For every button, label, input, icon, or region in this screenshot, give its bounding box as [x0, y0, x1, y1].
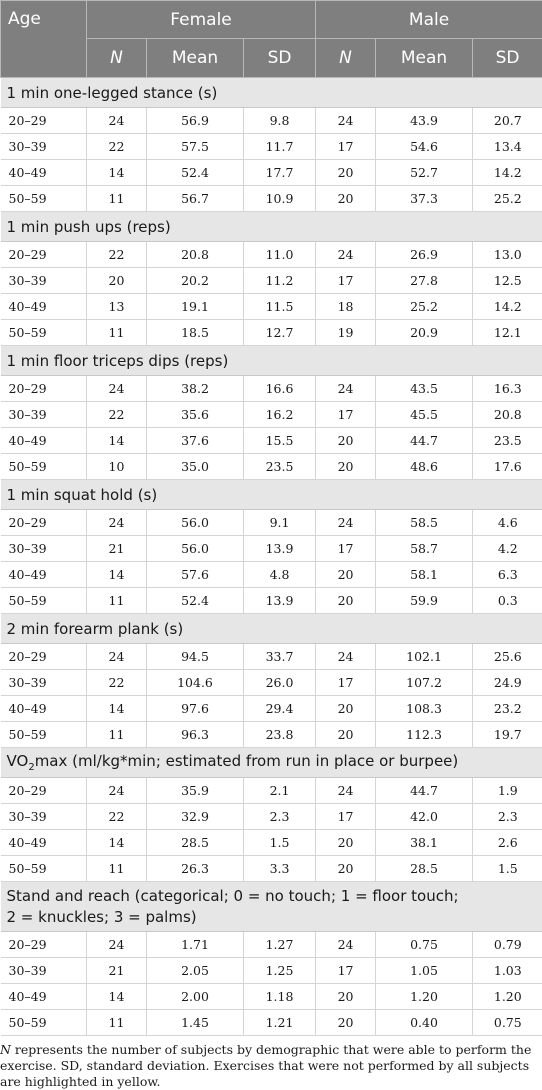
table-row: [1, 134, 542, 160]
table-row: [1, 984, 542, 1010]
section-title: 1 min push ups (reps): [1, 212, 542, 242]
cell-female-mean: 56.0: [147, 536, 244, 562]
cell-male-sd: 4.2: [473, 536, 542, 562]
cell-male-sd: 23.5: [473, 428, 542, 454]
cell-female-n: 24: [87, 932, 147, 958]
table-row: [1, 242, 542, 268]
cell-male-sd: 1.5: [473, 856, 542, 882]
cell-age: 40–49: [1, 428, 87, 454]
section-header: [1, 346, 542, 376]
cell-male-mean: 42.0: [376, 804, 473, 830]
cell-male-n: 24: [316, 376, 376, 402]
cell-male-n: 18: [316, 294, 376, 320]
cell-male-n: 17: [316, 804, 376, 830]
section-title-part: VO: [6, 752, 29, 770]
cell-age: 30–39: [1, 268, 87, 294]
cell-female-mean: 57.5: [147, 134, 244, 160]
cell-female-sd: 11.2: [244, 268, 316, 294]
cell-age: 40–49: [1, 294, 87, 320]
cell-female-mean: 20.8: [147, 242, 244, 268]
cell-female-sd: 13.9: [244, 536, 316, 562]
cell-male-mean: 107.2: [376, 670, 473, 696]
cell-male-sd: 14.2: [473, 160, 542, 186]
cell-female-mean: 35.9: [147, 778, 244, 804]
cell-age: 50–59: [1, 454, 87, 480]
cell-age: 50–59: [1, 186, 87, 212]
cell-male-mean: 45.5: [376, 402, 473, 428]
cell-male-mean: 20.9: [376, 320, 473, 346]
cell-female-mean: 56.0: [147, 510, 244, 536]
section-header: [1, 78, 542, 108]
cell-male-n: 20: [316, 562, 376, 588]
table-row: [1, 160, 542, 186]
table-row: [1, 454, 542, 480]
section-header: [1, 614, 542, 644]
table-row: [1, 294, 542, 320]
table-row: [1, 588, 542, 614]
cell-male-n: 20: [316, 186, 376, 212]
cell-female-n: 14: [87, 428, 147, 454]
table-row: [1, 428, 542, 454]
cell-male-sd: 6.3: [473, 562, 542, 588]
cell-age: 50–59: [1, 1010, 87, 1036]
cell-male-mean: 26.9: [376, 242, 473, 268]
cell-female-n: 11: [87, 186, 147, 212]
cell-female-sd: 10.9: [244, 186, 316, 212]
cell-male-n: 17: [316, 670, 376, 696]
cell-female-n: 11: [87, 1010, 147, 1036]
cell-female-sd: 23.5: [244, 454, 316, 480]
cell-female-n: 21: [87, 536, 147, 562]
cell-age: 30–39: [1, 670, 87, 696]
cell-female-n: 22: [87, 242, 147, 268]
cell-age: 20–29: [1, 932, 87, 958]
cell-female-sd: 3.3: [244, 856, 316, 882]
cell-male-sd: 1.9: [473, 778, 542, 804]
cell-male-sd: 23.2: [473, 696, 542, 722]
table-row: [1, 402, 542, 428]
cell-age: 30–39: [1, 402, 87, 428]
cell-male-n: 24: [316, 108, 376, 134]
cell-age: 50–59: [1, 722, 87, 748]
cell-male-sd: 14.2: [473, 294, 542, 320]
cell-female-mean: 104.6: [147, 670, 244, 696]
cell-male-sd: 2.6: [473, 830, 542, 856]
cell-male-mean: 58.1: [376, 562, 473, 588]
cell-female-mean: 37.6: [147, 428, 244, 454]
cell-male-mean: 112.3: [376, 722, 473, 748]
cell-female-mean: 97.6: [147, 696, 244, 722]
cell-female-sd: 33.7: [244, 644, 316, 670]
cell-male-mean: 108.3: [376, 696, 473, 722]
cell-male-sd: 12.1: [473, 320, 542, 346]
cell-female-mean: 28.5: [147, 830, 244, 856]
header-female-n: N: [87, 39, 147, 78]
cell-female-mean: 35.0: [147, 454, 244, 480]
cell-age: 20–29: [1, 778, 87, 804]
cell-male-n: 20: [316, 984, 376, 1010]
cell-male-sd: 0.75: [473, 1010, 542, 1036]
cell-female-n: 22: [87, 402, 147, 428]
cell-male-n: 17: [316, 958, 376, 984]
cell-female-mean: 32.9: [147, 804, 244, 830]
cell-male-mean: 43.5: [376, 376, 473, 402]
cell-female-n: 13: [87, 294, 147, 320]
cell-male-mean: 43.9: [376, 108, 473, 134]
cell-female-n: 14: [87, 562, 147, 588]
cell-age: 40–49: [1, 830, 87, 856]
cell-male-mean: 102.1: [376, 644, 473, 670]
cell-male-n: 24: [316, 242, 376, 268]
cell-female-sd: 1.21: [244, 1010, 316, 1036]
cell-male-sd: 2.3: [473, 804, 542, 830]
cell-male-n: 20: [316, 428, 376, 454]
cell-male-n: 17: [316, 536, 376, 562]
cell-female-sd: 11.0: [244, 242, 316, 268]
cell-female-n: 24: [87, 108, 147, 134]
cell-female-n: 22: [87, 134, 147, 160]
footnote-text: represents the number of subjects by demographic that were able to perform the exercise. SD, standard deviation. Exercises that were not performed by all subjects are highlighted in yellow.: [0, 1042, 532, 1089]
cell-female-sd: 1.18: [244, 984, 316, 1010]
cell-female-n: 10: [87, 454, 147, 480]
cell-male-mean: 58.7: [376, 536, 473, 562]
cell-male-sd: 24.9: [473, 670, 542, 696]
cell-female-n: 20: [87, 268, 147, 294]
cell-female-sd: 1.25: [244, 958, 316, 984]
section-header: [1, 212, 542, 242]
section-title: 1 min floor triceps dips (reps): [1, 346, 542, 376]
cell-male-sd: 13.0: [473, 242, 542, 268]
cell-female-sd: 16.2: [244, 402, 316, 428]
cell-male-mean: 44.7: [376, 428, 473, 454]
header-male-n: N: [316, 39, 376, 78]
cell-male-n: 17: [316, 402, 376, 428]
header-female-sd: SD: [244, 39, 316, 78]
cell-male-mean: 54.6: [376, 134, 473, 160]
cell-age: 20–29: [1, 376, 87, 402]
cell-male-n: 24: [316, 932, 376, 958]
section-title: [1, 748, 542, 778]
cell-female-mean: 18.5: [147, 320, 244, 346]
cell-male-n: 20: [316, 588, 376, 614]
cell-female-sd: 17.7: [244, 160, 316, 186]
cell-male-mean: 52.7: [376, 160, 473, 186]
cell-female-mean: 56.9: [147, 108, 244, 134]
cell-male-sd: 16.3: [473, 376, 542, 402]
cell-female-n: 24: [87, 376, 147, 402]
cell-female-sd: 9.8: [244, 108, 316, 134]
cell-male-mean: 44.7: [376, 778, 473, 804]
cell-female-mean: 2.05: [147, 958, 244, 984]
header-female-mean: Mean: [147, 39, 244, 78]
cell-male-n: 20: [316, 1010, 376, 1036]
cell-female-mean: 94.5: [147, 644, 244, 670]
section-header: [1, 748, 542, 778]
cell-female-sd: 4.8: [244, 562, 316, 588]
cell-female-sd: 13.9: [244, 588, 316, 614]
cell-female-n: 24: [87, 644, 147, 670]
cell-age: 20–29: [1, 510, 87, 536]
cell-female-mean: 26.3: [147, 856, 244, 882]
header-age: Age: [1, 1, 87, 78]
cell-female-mean: 96.3: [147, 722, 244, 748]
cell-male-sd: 19.7: [473, 722, 542, 748]
cell-male-mean: 58.5: [376, 510, 473, 536]
table-row: [1, 830, 542, 856]
cell-age: 40–49: [1, 984, 87, 1010]
cell-male-n: 19: [316, 320, 376, 346]
cell-male-sd: 17.6: [473, 454, 542, 480]
cell-female-sd: 1.27: [244, 932, 316, 958]
cell-male-n: 20: [316, 160, 376, 186]
cell-male-sd: 25.2: [473, 186, 542, 212]
cell-age: 30–39: [1, 536, 87, 562]
cell-male-sd: 0.79: [473, 932, 542, 958]
cell-male-sd: 4.6: [473, 510, 542, 536]
footnote-n-symbol: N: [0, 1042, 11, 1057]
table-row: [1, 376, 542, 402]
cell-male-mean: 0.40: [376, 1010, 473, 1036]
cell-female-n: 11: [87, 722, 147, 748]
cell-age: 20–29: [1, 108, 87, 134]
table-row: [1, 186, 542, 212]
cell-male-n: 20: [316, 856, 376, 882]
cell-female-mean: 1.45: [147, 1010, 244, 1036]
cell-female-mean: 52.4: [147, 160, 244, 186]
cell-male-n: 24: [316, 510, 376, 536]
cell-female-sd: 2.3: [244, 804, 316, 830]
section-title-subscript: 2: [28, 762, 35, 773]
section-title: 2 min forearm plank (s): [1, 614, 542, 644]
header-male-sd: SD: [473, 39, 542, 78]
section-header: [1, 480, 542, 510]
section-title: 1 min squat hold (s): [1, 480, 542, 510]
table-row: [1, 562, 542, 588]
section-title-part: max (ml/kg*min; estimated from run in place or burpee): [34, 752, 459, 770]
cell-female-sd: 26.0: [244, 670, 316, 696]
table-row: [1, 958, 542, 984]
cell-male-mean: 1.20: [376, 984, 473, 1010]
cell-female-n: 14: [87, 984, 147, 1010]
cell-male-n: 20: [316, 696, 376, 722]
cell-female-n: 11: [87, 588, 147, 614]
cell-female-n: 22: [87, 670, 147, 696]
cell-male-sd: 20.7: [473, 108, 542, 134]
cell-male-n: 20: [316, 454, 376, 480]
cell-female-n: 11: [87, 320, 147, 346]
cell-female-n: 24: [87, 510, 147, 536]
cell-male-mean: 48.6: [376, 454, 473, 480]
cell-male-mean: 28.5: [376, 856, 473, 882]
header-female: Female: [87, 1, 316, 39]
cell-female-sd: 15.5: [244, 428, 316, 454]
cell-female-n: 24: [87, 778, 147, 804]
cell-age: 20–29: [1, 644, 87, 670]
cell-male-sd: 13.4: [473, 134, 542, 160]
section-title: [1, 882, 542, 932]
cell-age: 30–39: [1, 958, 87, 984]
table-row: [1, 856, 542, 882]
cell-male-mean: 1.05: [376, 958, 473, 984]
table-row: [1, 644, 542, 670]
table-row: [1, 1010, 542, 1036]
cell-female-mean: 1.71: [147, 932, 244, 958]
cell-female-sd: 16.6: [244, 376, 316, 402]
cell-female-sd: 2.1: [244, 778, 316, 804]
cell-female-n: 14: [87, 160, 147, 186]
cell-male-mean: 25.2: [376, 294, 473, 320]
cell-female-sd: 9.1: [244, 510, 316, 536]
cell-male-n: 20: [316, 722, 376, 748]
header-male: Male: [316, 1, 542, 39]
cell-male-mean: 27.8: [376, 268, 473, 294]
table-row: [1, 670, 542, 696]
cell-female-n: 22: [87, 804, 147, 830]
cell-female-sd: 23.8: [244, 722, 316, 748]
table-body: [1, 78, 542, 1036]
cell-female-mean: 56.7: [147, 186, 244, 212]
table-row: [1, 320, 542, 346]
cell-female-sd: 12.7: [244, 320, 316, 346]
table-row: [1, 696, 542, 722]
cell-female-sd: 11.5: [244, 294, 316, 320]
cell-female-sd: 11.7: [244, 134, 316, 160]
cell-male-sd: 20.8: [473, 402, 542, 428]
table-row: [1, 804, 542, 830]
table-row: [1, 722, 542, 748]
cell-age: 40–49: [1, 696, 87, 722]
cell-male-sd: 0.3: [473, 588, 542, 614]
cell-female-n: 14: [87, 696, 147, 722]
cell-male-n: 20: [316, 830, 376, 856]
cell-male-n: 17: [316, 134, 376, 160]
cell-male-mean: 59.9: [376, 588, 473, 614]
cell-female-mean: 52.4: [147, 588, 244, 614]
section-title: 1 min one-legged stance (s): [1, 78, 542, 108]
cell-male-sd: 25.6: [473, 644, 542, 670]
cell-female-mean: 20.2: [147, 268, 244, 294]
cell-age: 20–29: [1, 242, 87, 268]
cell-female-mean: 2.00: [147, 984, 244, 1010]
cell-male-sd: 12.5: [473, 268, 542, 294]
section-title-line: 2 = knuckles; 3 = palms): [6, 907, 197, 926]
cell-age: 50–59: [1, 588, 87, 614]
cell-male-mean: 37.3: [376, 186, 473, 212]
cell-male-sd: 1.03: [473, 958, 542, 984]
header-male-mean: Mean: [376, 39, 473, 78]
cell-female-sd: 1.5: [244, 830, 316, 856]
cell-age: 40–49: [1, 562, 87, 588]
cell-female-sd: 29.4: [244, 696, 316, 722]
cell-female-mean: 57.6: [147, 562, 244, 588]
cell-age: 40–49: [1, 160, 87, 186]
section-title-line: Stand and reach (categorical; 0 = no touch; 1 = floor touch;: [6, 886, 459, 905]
cell-female-mean: 35.6: [147, 402, 244, 428]
table-row: [1, 268, 542, 294]
cell-male-n: 24: [316, 778, 376, 804]
cell-age: 50–59: [1, 856, 87, 882]
table-footnote: [0, 1036, 542, 1090]
cell-age: 50–59: [1, 320, 87, 346]
cell-male-sd: 1.20: [473, 984, 542, 1010]
cell-male-mean: 38.1: [376, 830, 473, 856]
cell-male-n: 24: [316, 644, 376, 670]
cell-male-n: 17: [316, 268, 376, 294]
cell-female-n: 14: [87, 830, 147, 856]
section-header: [1, 882, 542, 932]
table-row: [1, 932, 542, 958]
table-row: [1, 778, 542, 804]
table-row: [1, 536, 542, 562]
cell-age: 30–39: [1, 134, 87, 160]
cell-female-n: 11: [87, 856, 147, 882]
cell-age: 30–39: [1, 804, 87, 830]
cell-female-n: 21: [87, 958, 147, 984]
table-row: [1, 510, 542, 536]
cell-female-mean: 19.1: [147, 294, 244, 320]
table-row: [1, 108, 542, 134]
cell-male-mean: 0.75: [376, 932, 473, 958]
cell-female-mean: 38.2: [147, 376, 244, 402]
